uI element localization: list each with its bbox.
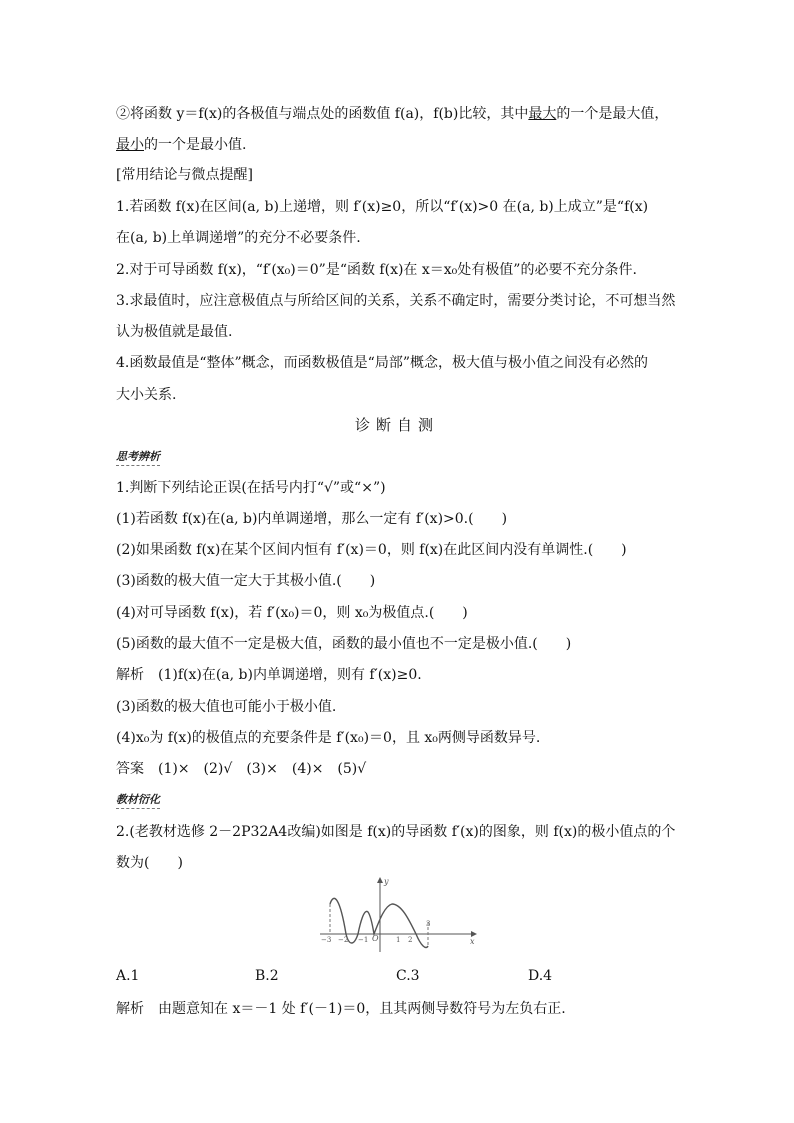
section-label: [常用结论与微点提醒] bbox=[116, 167, 253, 183]
tick-label: 1 bbox=[396, 936, 401, 944]
derivative-graph bbox=[318, 874, 483, 954]
text-line: 大小关系. bbox=[116, 387, 177, 403]
origin-label: O bbox=[372, 934, 379, 943]
tick-label: 3 bbox=[426, 920, 431, 928]
option-c[interactable]: C.3 bbox=[396, 968, 420, 984]
analysis-line: (4)x₀为 f(x)的极值点的充要条件是 f′(x₀)＝0，且 x₀两侧导函数异号. bbox=[116, 730, 541, 746]
question-stem: 数为( ) bbox=[116, 855, 183, 871]
text-line: 2.对于可导函数 f(x)，“f′(x₀)＝0”是“函数 f(x)在 x＝x₀处有极值”的必要不充分条件. bbox=[116, 262, 637, 278]
question-item: (3)函数的极大值一定大于其极小值.( ) bbox=[116, 573, 376, 589]
tick-label: 2 bbox=[408, 936, 413, 944]
question-stem: 1.判断下列结论正误(在括号内打“√”或“×”) bbox=[116, 480, 386, 496]
question-item: (1)若函数 f(x)在(a, b)内单调递增，那么一定有 f′(x)>0.( ) bbox=[116, 511, 508, 527]
analysis-line: 解析 (1)f(x)在(a, b)内单调递增，则有 f′(x)≥0. bbox=[116, 667, 422, 683]
analysis-line: (3)函数的极大值也可能小于极小值. bbox=[116, 699, 337, 715]
question-item: (4)对可导函数 f(x)，若 f′(x₀)＝0，则 x₀为极值点.( ) bbox=[116, 605, 468, 621]
section-title: 诊断自测 bbox=[354, 416, 439, 434]
subsection-tag: 教材衍化 bbox=[116, 791, 160, 809]
text-line: ②将函数 y＝f(x)的各极值与端点处的函数值 f(a)，f(b)比较，其中最大的一个是最大值， bbox=[116, 106, 669, 122]
option-a[interactable]: A.1 bbox=[116, 968, 140, 984]
text-line: 在(a, b)上单调递增”的充分不必要条件. bbox=[116, 230, 361, 246]
answer-line: 答案 (1)× (2)√ (3)× (4)× (5)√ bbox=[116, 761, 367, 777]
option-d[interactable]: D.4 bbox=[528, 968, 553, 984]
x-label: x bbox=[470, 937, 475, 946]
y-label: y bbox=[384, 877, 389, 886]
question-item: (2)如果函数 f(x)在某个区间内恒有 f′(x)＝0，则 f(x)在此区间内没有单调性.( ) bbox=[116, 542, 627, 558]
underlined-word: 最大 bbox=[528, 106, 557, 122]
text-line: 3.求最值时，应注意极值点与所给区间的关系，关系不确定时，需要分类讨论，不可想当然 bbox=[116, 293, 676, 309]
text-line: 最小的一个是最小值. bbox=[116, 137, 247, 153]
question-item: (5)函数的最大值不一定是极大值，函数的最小值也不一定是极小值.( ) bbox=[116, 636, 572, 652]
option-b[interactable]: B.2 bbox=[255, 968, 279, 984]
question-stem: 2.(老教材选修 2－2P32A4改编)如图是 f(x)的导函数 f′(x)的图象，则 f(x)的极小值点的个 bbox=[116, 824, 676, 840]
subsection-tag: 思考辨析 bbox=[116, 448, 160, 466]
tick-label: −3 bbox=[321, 936, 332, 944]
analysis-line: 解析 由题意知在 x＝－1 处 f′(－1)＝0，且其两侧导数符号为左负右正. bbox=[116, 1001, 566, 1017]
text-line: 认为极值就是最值. bbox=[116, 324, 233, 340]
text-line: 1.若函数 f(x)在区间(a, b)上递增，则 f′(x)≥0，所以“f′(x)>0 在(a, b)上成立”是“f(x) bbox=[116, 199, 649, 215]
underlined-word: 最小 bbox=[116, 137, 144, 153]
tick-label: −2 bbox=[338, 936, 349, 944]
text-line: 4.函数最值是“整体”概念，而函数极值是“局部”概念，极大值与极小值之间没有必然的 bbox=[116, 355, 648, 371]
tick-label: −1 bbox=[358, 936, 369, 944]
